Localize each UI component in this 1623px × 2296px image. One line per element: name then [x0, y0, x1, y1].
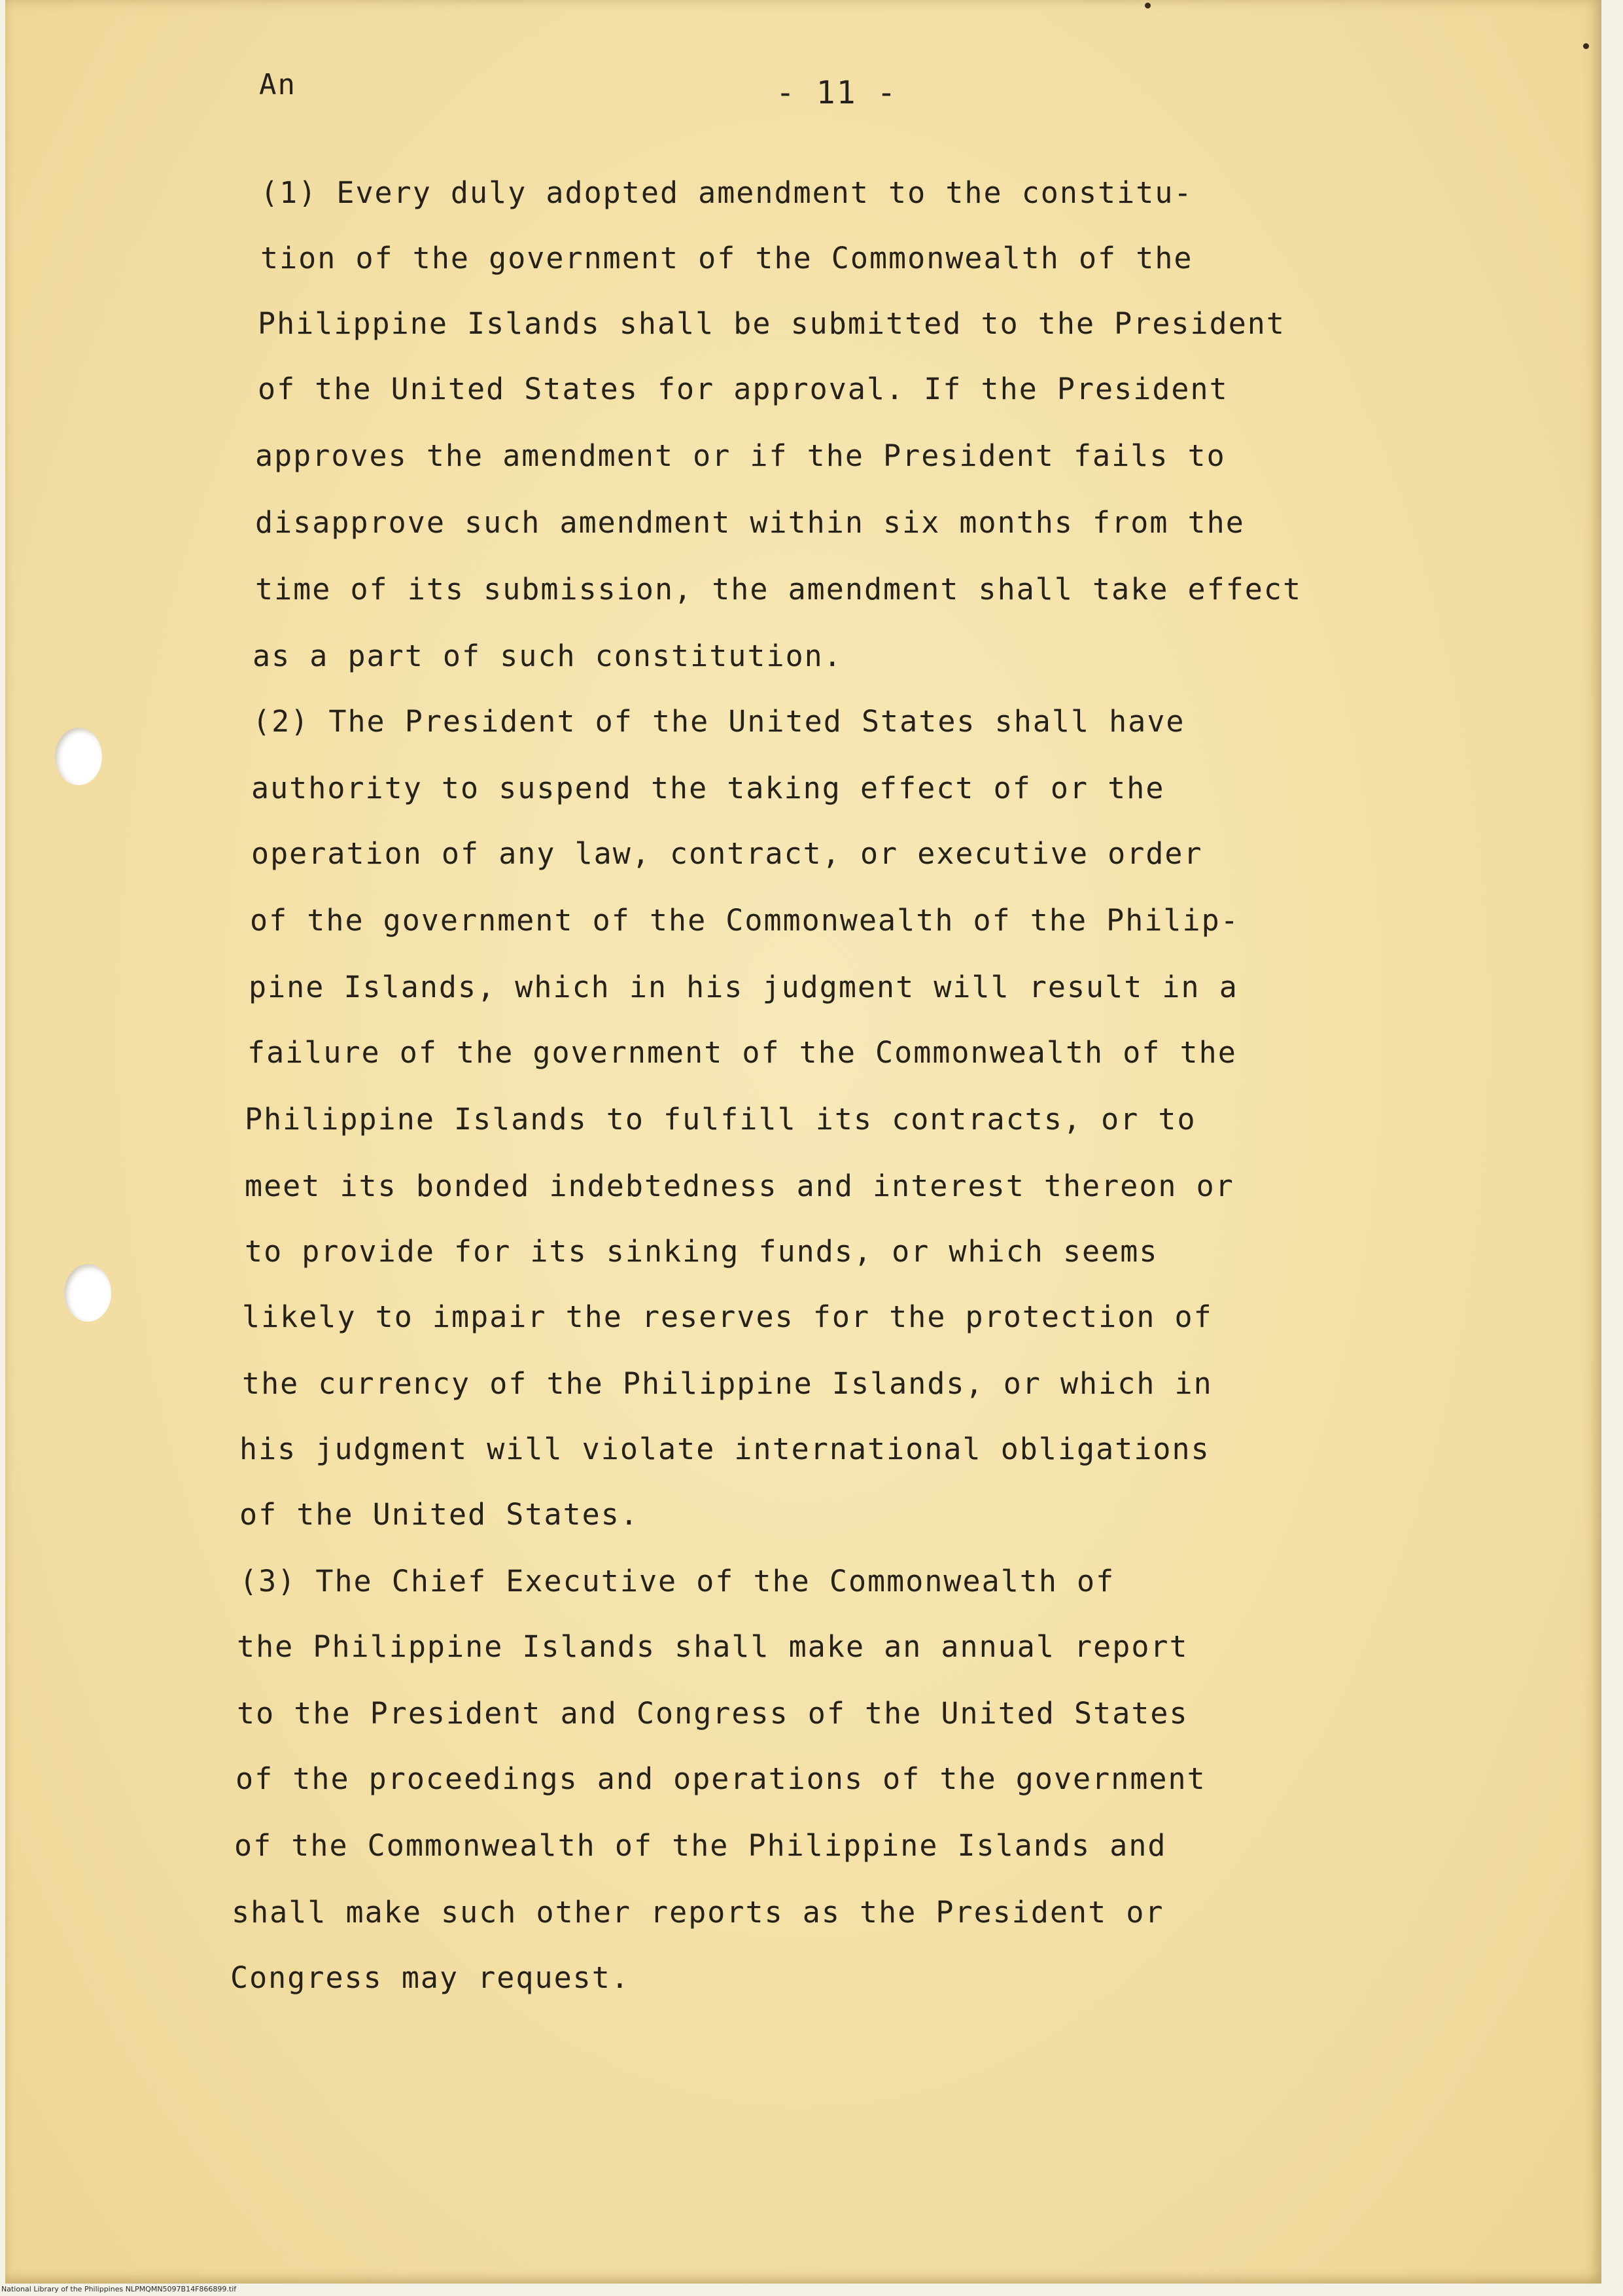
paragraph-1-line: disapprove such amendment within six months from the	[255, 505, 1245, 540]
paragraph-2-line: to provide for its sinking funds, or which seems	[245, 1234, 1159, 1269]
paragraph-1-line: of the United States for approval. If the President	[258, 372, 1229, 406]
paragraph-1-line: approves the amendment or if the President fails to	[255, 438, 1226, 473]
paragraph-3-line: shall make such other reports as the President or	[232, 1895, 1164, 1930]
paragraph-3-line: (3) The Chief Executive of the Commonwealth of	[239, 1564, 1115, 1598]
paragraph-1-line: tion of the government of the Commonwealth of the	[260, 241, 1193, 275]
paragraph-2-line: failure of the government of the Commonwealth of the	[247, 1035, 1237, 1070]
paragraph-2-line: likely to impair the reserves for the protection of	[242, 1299, 1213, 1334]
typewritten-page	[5, 0, 1601, 2284]
paragraph-2-line: his judgment will violate international obligations	[239, 1432, 1210, 1466]
paragraph-2-line: pine Islands, which in his judgment will result in a	[249, 970, 1238, 1004]
paragraph-2-line: of the United States.	[239, 1497, 639, 1532]
paragraph-1-line: (1) Every duly adopted amendment to the constitu-	[260, 175, 1193, 210]
paragraph-2-line: of the government of the Commonwealth of the Philip-	[250, 903, 1240, 938]
paragraph-1-line: as a part of such constitution.	[253, 639, 843, 673]
paragraph-1-line: Philippine Islands shall be submitted to the President	[258, 306, 1285, 341]
ink-speck	[1145, 3, 1151, 9]
page-number: - 11 -	[776, 75, 898, 111]
header-annotation: An	[259, 68, 296, 101]
punch-hole-top	[55, 728, 102, 785]
paragraph-3-line: of the Commonwealth of the Philippine Islands and	[234, 1828, 1167, 1863]
paragraph-2-line: meet its bonded indebtedness and interest thereon or	[245, 1169, 1234, 1203]
paragraph-3-line: the Philippine Islands shall make an annual report	[237, 1629, 1189, 1664]
archive-footer-note: National Library of the Philippines NLPMQMN5097B14F866899.tif	[1, 2285, 237, 2293]
paragraph-3-line: Congress may request.	[230, 1960, 630, 1995]
paragraph-2-line: (2) The President of the United States shall have	[253, 704, 1185, 739]
paragraph-2-line: operation of any law, contract, or executive order	[251, 836, 1203, 871]
paragraph-2-line: authority to suspend the taking effect of or the	[251, 771, 1165, 805]
paragraph-1-line: time of its submission, the amendment shall take effect	[255, 572, 1302, 607]
paragraph-3-line: of the proceedings and operations of the government	[236, 1761, 1206, 1796]
paragraph-3-line: to the President and Congress of the United States	[237, 1696, 1189, 1731]
ink-speck	[1583, 43, 1589, 49]
paragraph-2-line: the currency of the Philippine Islands, or which in	[242, 1366, 1213, 1401]
punch-hole-bottom	[64, 1264, 111, 1322]
paragraph-2-line: Philippine Islands to fulfill its contracts, or to	[245, 1102, 1196, 1137]
